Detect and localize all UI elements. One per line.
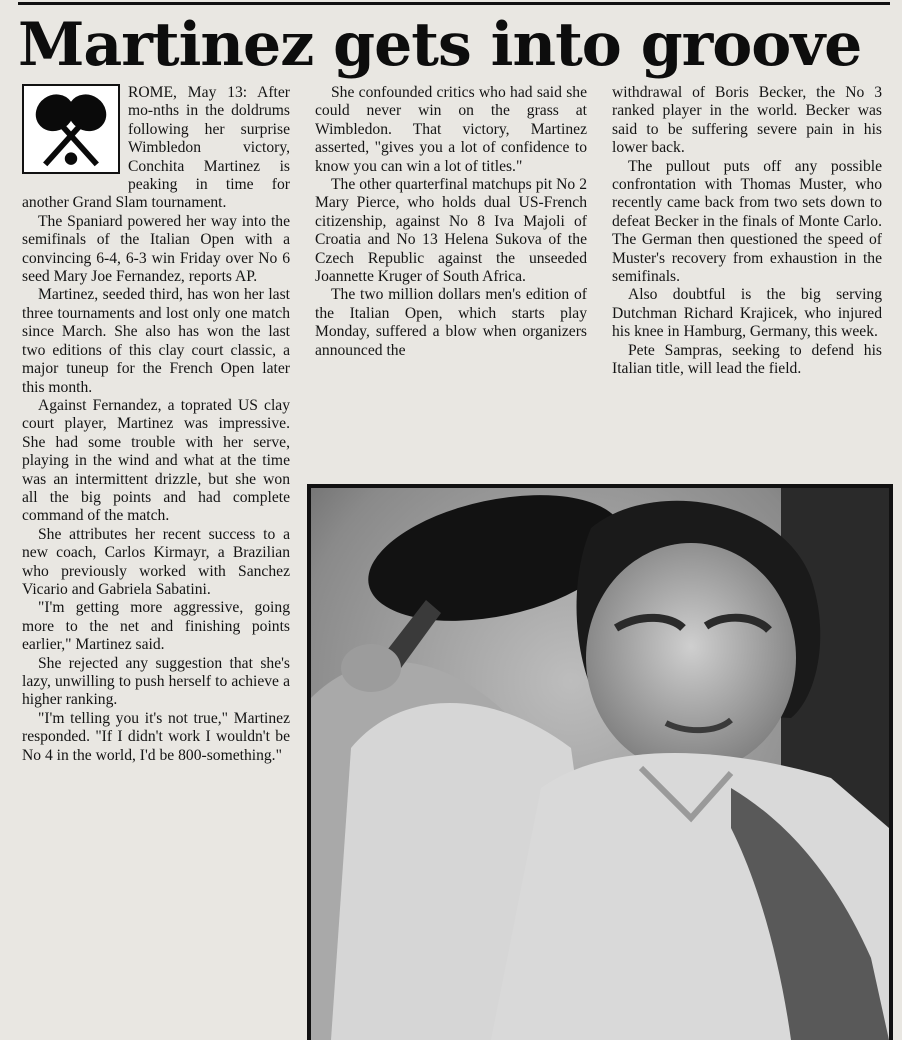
paragraph: Pete Sampras, seeking to defend his Italian title, will lead the field.: [612, 341, 882, 378]
headline: Martinez gets into groove: [18, 10, 862, 80]
paragraph: The pullout puts off any possible confrontation with Thomas Muster, who recently came back from two sets down to defeat Becker in the finals of Monte Carlo. The German then questioned the speed of Muster's recovery from exhaustion in the semifinals.: [612, 157, 882, 286]
paragraph: Against Fernandez, a toprated US clay court player, Martinez was impressive. She had some trouble with her serve, playing in the wind and what at the time was an intermittent drizzle, but she won all the big points and had complete command of the match.: [22, 396, 290, 525]
paragraph: withdrawal of Boris Becker, the No 3 ranked player in the world. Becker was said to be suffering severe pain in his lower back.: [612, 84, 882, 157]
paragraph: "I'm getting more aggressive, going more to the net and finishing points earlier," Martinez said.: [22, 599, 290, 654]
paragraph: She confounded critics who had said she could never win on the grass at Wimbledon. That victory, Martinez asserted, "gives you a lot of confidence to know you can win a lot of titles.": [315, 84, 587, 175]
paragraph: Martinez, seeded third, has won her last three tournaments and lost only one match since March. She also has won the last two editions of this clay court classic, a major tuneup for the French Open later this month.: [22, 286, 290, 396]
paragraph: The two million dollars men's edition of the Italian Open, which starts play Monday, suffered a blow when organizers announced the: [315, 286, 587, 359]
article-column-3: [612, 84, 882, 379]
article-column-1: [22, 84, 290, 765]
paragraph: The Spaniard powered her way into the semifinals of the Italian Open with a convincing 6-4, 6-3 win Friday over No 6 seed Mary Joe Fernandez, reports AP.: [22, 212, 290, 286]
tennis-rackets-icon: [22, 84, 120, 174]
top-rule: [18, 2, 890, 5]
news-photo: [307, 484, 893, 1040]
paragraph: She rejected any suggestion that she's lazy, unwilling to push herself to achieve a higher ranking.: [22, 654, 290, 709]
paragraph: The other quarterfinal matchups pit No 2 Mary Pierce, who holds dual US-French citizenship, against No 8 Iva Majoli of Croatia and No 13 Helena Sukova of the Czech Republic against the unseeded Joannette Kruger of South Africa.: [315, 176, 587, 286]
paragraph: "I'm telling you it's not true," Martinez responded. "If I didn't work I wouldn't be No 4 in the world, I'd be 800-something.": [22, 709, 290, 764]
paragraph: ROME, May 13: After mo-nths in the doldrums following her surprise Wimbledon victory, Conchita Martinez is peaking in time for another Grand Slam tournament.: [22, 84, 290, 212]
paragraph: Also doubtful is the big serving Dutchman Richard Krajicek, who injured his knee in Hamburg, Germany, this week.: [612, 286, 882, 341]
paragraph: She attributes her recent success to a new coach, Carlos Kirmayr, a Brazilian who previously worked with Sanchez Vicario and Gabriela Sabatini.: [22, 525, 290, 598]
article-column-2: [315, 84, 587, 360]
